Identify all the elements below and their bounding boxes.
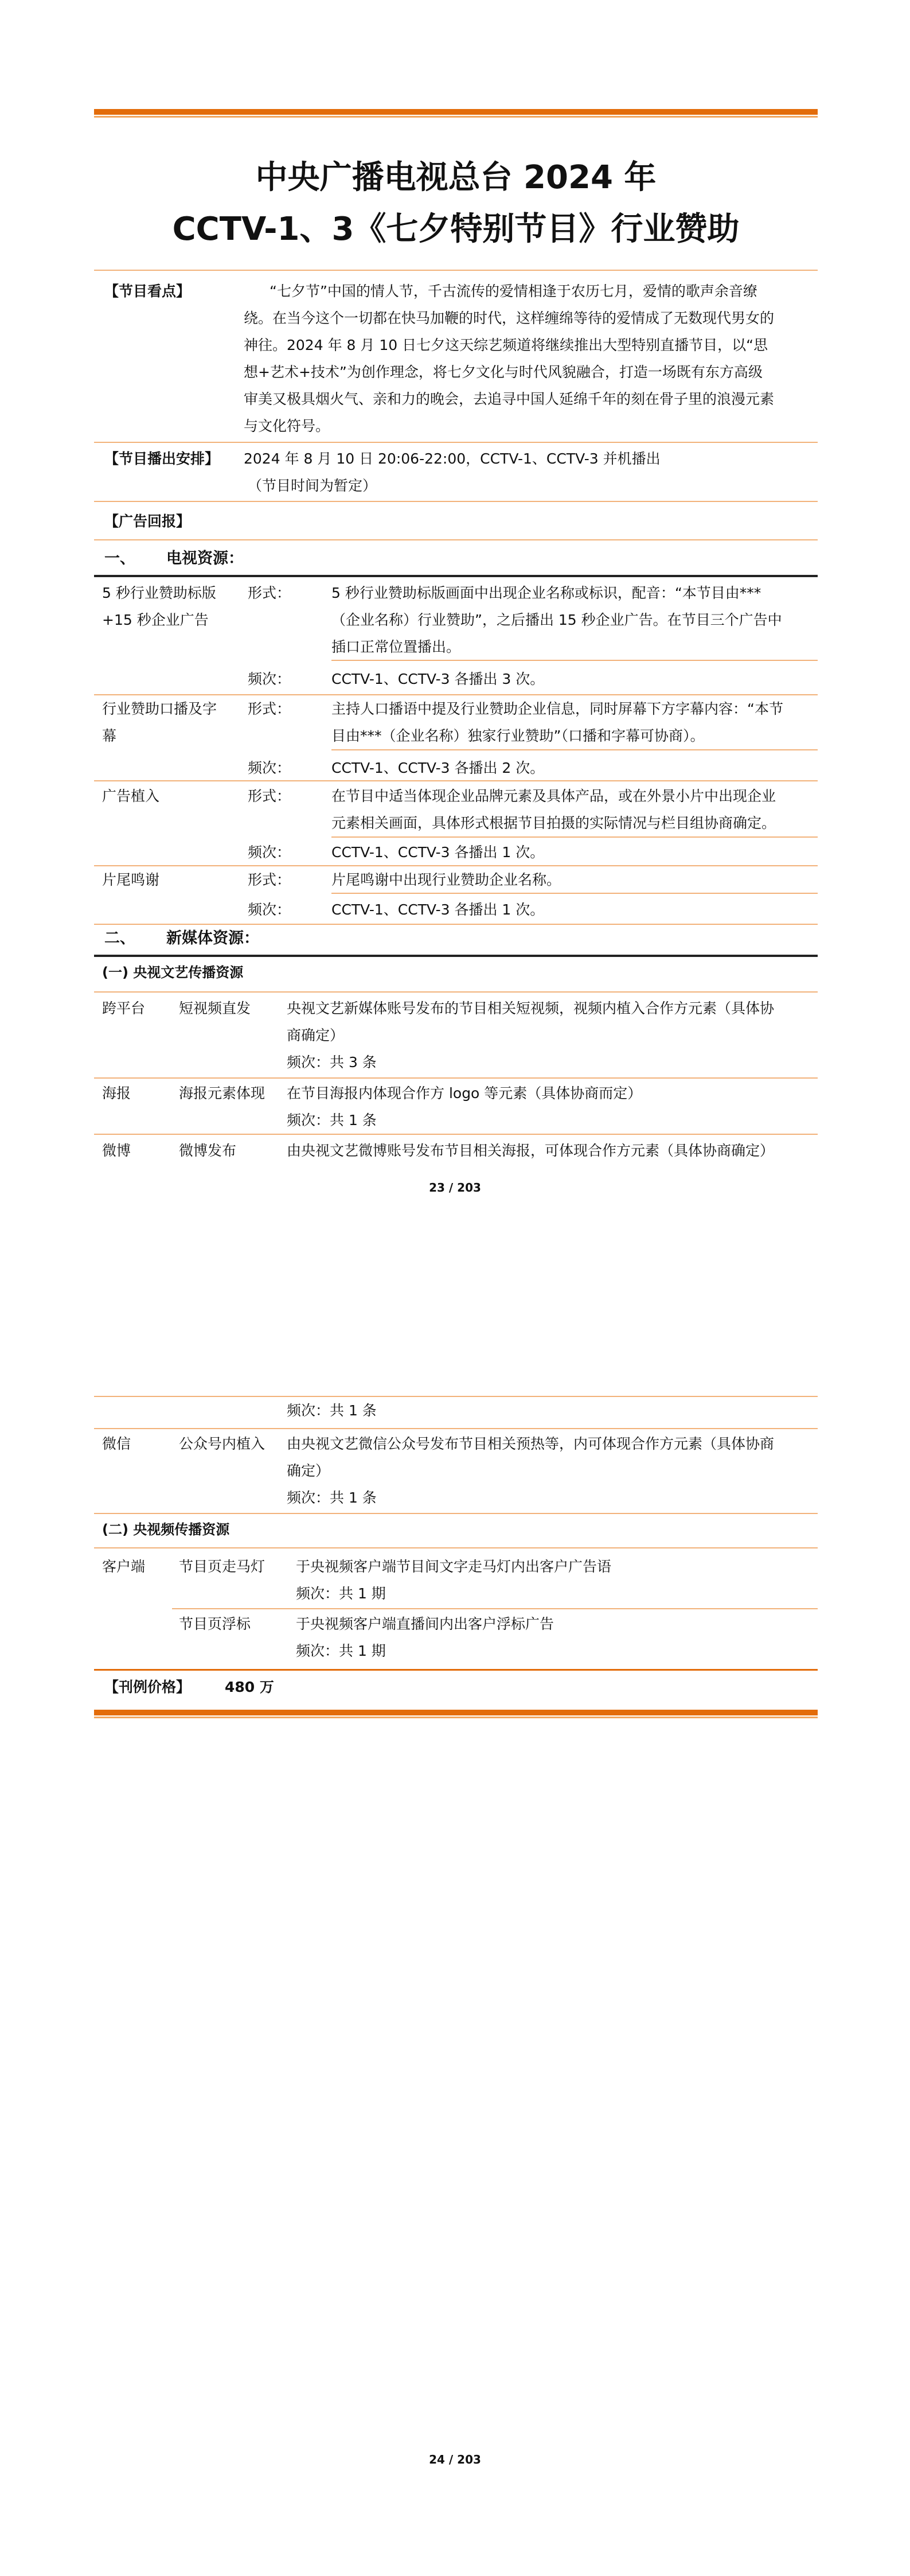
divider	[94, 442, 818, 443]
schedule-line1: 2024 年 8 月 10 日 20:06-22:00，CCTV-1、CCTV-3 并机播出	[244, 450, 661, 467]
section-rule	[94, 575, 818, 577]
divider	[331, 749, 818, 750]
divider	[94, 1428, 818, 1429]
divider	[94, 1134, 818, 1135]
schedule-line2: （节目时间为暂定）	[248, 477, 377, 494]
page-1: 中央广播电视总台 2024 年 CCTV-1、3《七夕特别节目》行业赞助 【节目看点】 “七夕节”中国的情人节，千古流传的爱情相逢于农历七月，爱情的歌声余音缭 绕。在当今这个一切都在快马加鞭的时代，这样缠绵等待的爱情成了无数现代男女的 神往。2024 年 8 月 10 日七夕这天综艺频道将继续推出大型特别直播节目，以“思 想+艺术+技术”为创作理念，将七夕文化与时代风貌融合，打造一场既有东方高级 审美又极具烟火气、亲和力的晚会，去追寻中国人延绵千年的刻在骨子里的浪漫元素 与文化符号。 【节目播出安排】 2024 年 8 月 10 日 20:06-22:00，CCTV-1、CCTV-3 并机播出 （节目时间为暂定） 【广告回报】 一、 电视资源： 5 秒行业赞助标版 +15 秒企业广告 形式： 5 秒行业赞助标版画面中出现企业名称或标识，配音：“本节目由*** （企业名称）行业赞助”，之后播出 15 秒企业广告。在节目三个广告中 插口正常位置播出。 频次： CCTV-1、CCTV-3 各播出 3 次。 行业赞助口播及字 幕 形式： 主持人口播语中提及行业赞助企业信息，同时屏幕下方字幕内容：“本节 目由***（企业名称）独家行业赞助”（口播和字幕可协商）。 频次： CCTV-1、CCTV-3 各播出 2 次。 广告植入 形式： 在节目中适当体现企业品牌元素及具体产品，或在外景小片中出现企业 元素相关画面，具体形式根据节目拍摄的实际情况与栏目组协商确定。 频次： CCTV-1、CCTV-3 各播出 1 次。 片尾鸣谢 形式： 片尾鸣谢中出现行业赞助企业名称。 频次： CCTV-1、CCTV-3 各播出 1 次。 二、 新媒体资源： (一) 央视文艺传播资源 跨平台 短视频直发 央视文艺新媒体账号发布的节目相关短视频，视频内植入合作方元素（具体协 商确定） 频次：共 3 条 海报 海报元素体现 在节目海报内体现合作方 logo 等元素（具体协商而定） 频次：共 1 条 微博 微博发布 由央视文艺微博账号发布节目相关海报，可体现合作方元素（具体协商确定） 23 / 203	[0, 0, 910, 1288]
divider	[94, 1547, 818, 1548]
weibo-frequency: 频次：共 1 条	[287, 1402, 377, 1419]
section2-number: 二、	[104, 929, 135, 947]
price-rule-top	[94, 1669, 818, 1671]
schedule-label: 【节目播出安排】	[104, 450, 220, 467]
divider	[331, 660, 818, 661]
highlights-label: 【节目看点】	[104, 283, 191, 299]
section-rule	[94, 955, 818, 957]
section2-title: 新媒体资源：	[166, 929, 259, 947]
footer-rule	[94, 1710, 818, 1715]
divider	[94, 270, 818, 271]
divider	[94, 991, 818, 993]
divider	[331, 836, 818, 838]
page-number: 23 / 203	[429, 1181, 481, 1194]
section1-title: 电视资源：	[166, 550, 244, 567]
divider	[172, 1608, 818, 1609]
price-label: 【刊例价格】	[104, 1679, 191, 1695]
ad-return-label: 【广告回报】	[104, 513, 191, 530]
divider	[94, 780, 818, 781]
divider	[94, 1513, 818, 1514]
doc-title-line1: 中央广播电视总台 2024 年	[255, 159, 657, 196]
divider	[331, 893, 818, 894]
divider	[94, 501, 818, 502]
header-rule	[94, 109, 818, 115]
price-value: 480 万	[225, 1679, 274, 1695]
page-number: 24 / 203	[429, 2453, 481, 2466]
divider	[94, 539, 818, 540]
doc-title-line2: CCTV-1、3《七夕特别节目》行业赞助	[172, 211, 740, 248]
subsection-cctv-arts: (一) 央视文艺传播资源	[102, 964, 244, 980]
section1-number: 一、	[104, 550, 135, 567]
header-rule-thin	[94, 116, 818, 118]
footer-rule-thin	[94, 1717, 818, 1718]
divider	[94, 1396, 818, 1397]
subsection-ysp: (二) 央视频传播资源	[102, 1522, 230, 1538]
divider	[94, 1077, 818, 1079]
page-2: 频次：共 1 条 微信 公众号内植入 由央视文艺微信公众号发布节目相关预热等，内可体现合作方元素（具体协商 确定） 频次：共 1 条 (二) 央视频传播资源 客户端 节目页走马灯 于央视频客户端节目间文字走马灯内出客户广告语 频次：共 1 期 节目页浮标 于央视频客户端直播间内出客户浮标广告 频次：共 1 期 【刊例价格】 480 万 24 / 203	[0, 1288, 910, 2576]
